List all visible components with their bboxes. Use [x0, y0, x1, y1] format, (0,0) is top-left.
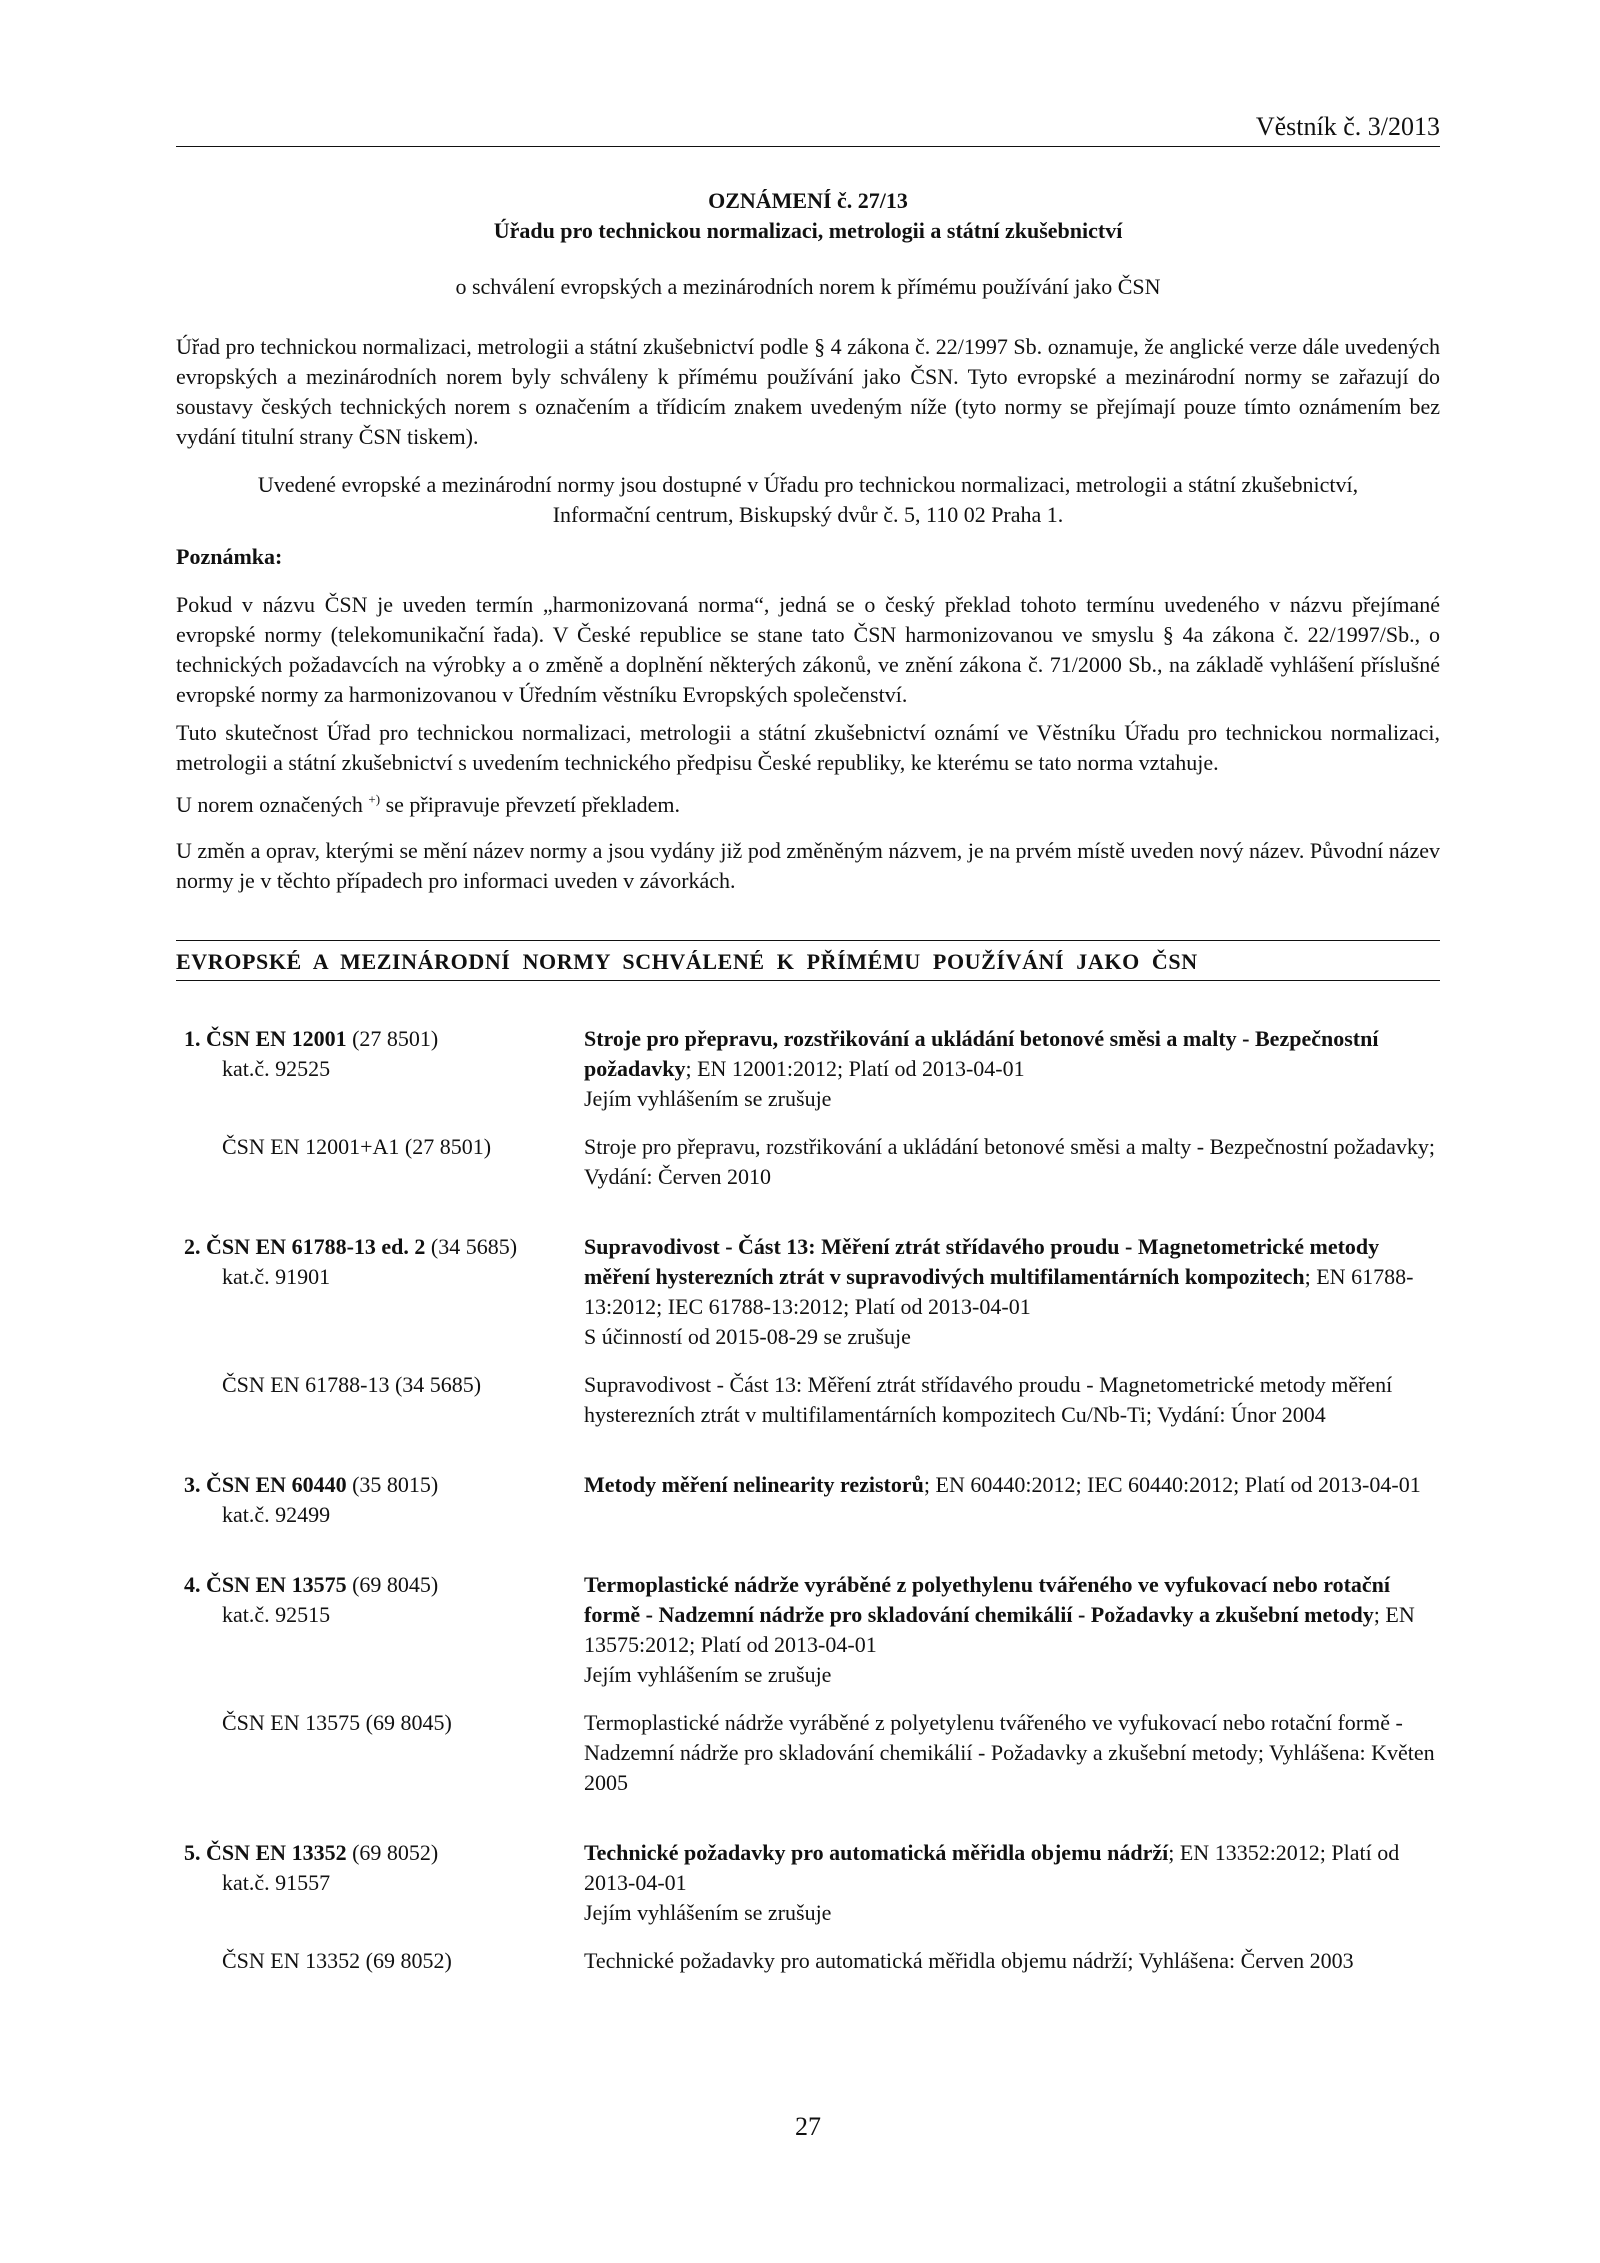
standard-title: Stroje pro přepravu, rozstřikování a ukládání betonové směsi a malty - Bezpečnostní požadavky	[584, 1026, 1379, 1081]
standard-id	[176, 1570, 584, 1600]
standard-entry	[176, 1470, 1440, 1530]
standard-class: (69 8045)	[352, 1572, 439, 1597]
standard-ref: ; EN 12001:2012; Platí od 2013-04-01	[685, 1056, 1025, 1081]
standard-description	[584, 1838, 1440, 1898]
standard-class: (35 8015)	[352, 1472, 439, 1497]
standard-entry	[176, 1570, 1440, 1798]
standard-description	[584, 1470, 1440, 1500]
catalog-number: kat.č. 92515	[222, 1602, 331, 1627]
standard-entry	[176, 1838, 1440, 1976]
replaced-text: Termoplastické nádrže vyráběné z polyetylenu tvářeného ve vyfukovací nebo rotační formě - Nadzemní nádrže pro skladování chemikálií - Požadavky a zkušební metody; Vyhlášena: Květen 2005	[584, 1710, 1435, 1795]
availability-line-1: Uvedené evropské a mezinárodní normy jsou dostupné v Úřadu pro technickou normalizaci, metrologii a státní zkušebnictví,	[257, 472, 1359, 497]
catalog-number: kat.č. 92499	[222, 1502, 331, 1527]
intro-paragraph: Úřad pro technickou normalizaci, metrologii a státní zkušebnictví podle § 4 zákona č. 22/1997 Sb. oznamuje, že anglické verze dále uvedených evropských a mezinárodních norem byly schváleny k přímému používání jako ČSN. Tyto evropské a mezinárodní normy se zařazují do soustavy českých technických norem s označením a třídicím znakem uvedeným níže (tyto normy se přejímají pouze tímto oznámením bez vydání titulní strany ČSN tiskem).	[176, 334, 1440, 449]
standard-id	[176, 1838, 584, 1868]
availability-paragraph	[176, 470, 1440, 530]
catalog-number: kat.č. 92525	[222, 1056, 331, 1081]
standard-ref: ; EN 13575:2012; Platí od 2013-04-01	[584, 1602, 1415, 1657]
standard-code: ČSN EN 61788-13 ed. 2	[206, 1234, 426, 1259]
standard-status: Jejím vyhlášením se zrušuje	[584, 1662, 832, 1687]
section-rule-top	[176, 940, 1440, 941]
standard-id	[176, 1470, 584, 1500]
catalog-number: kat.č. 91901	[222, 1264, 331, 1289]
replaced-code: ČSN EN 61788-13 (34 5685)	[222, 1372, 482, 1397]
standard-number: 1.	[184, 1026, 201, 1051]
standard-code: ČSN EN 13352	[206, 1840, 347, 1865]
standard-status: S účinností od 2015-08-29 se zrušuje	[584, 1324, 911, 1349]
page-number: 27	[795, 2112, 821, 2141]
replaced-text: Technické požadavky pro automatická měřidla objemu nádrží; Vyhlášena: Červen 2003	[584, 1948, 1354, 1973]
note-paragraph-2: Tuto skutečnost Úřad pro technickou normalizaci, metrologii a státní zkušebnictví oznámí ve Věstníku Úřadu pro technickou normalizaci, metrologii a státní zkušebnictví s uvedením technického předpisu České republiky, ke kterému se tato norma vztahuje.	[176, 720, 1440, 775]
standard-entry	[176, 1232, 1440, 1430]
standard-description	[584, 1570, 1440, 1660]
standard-number: 2.	[184, 1234, 201, 1259]
standard-ref: ; EN 60440:2012; IEC 60440:2012; Platí od 2013-04-01	[923, 1472, 1421, 1497]
standard-number: 5.	[184, 1840, 201, 1865]
section-title: EVROPSKÉ A MEZINÁRODNÍ NORMY SCHVÁLENÉ K PŘÍMÉMU POUŽÍVÁNÍ JAKO ČSN	[176, 949, 1198, 974]
note-paragraph-4: U změn a oprav, kterými se mění název normy a jsou vydány již pod změněným názvem, je na prvém místě uveden nový název. Původní název normy je v těchto případech pro informaci uveden v závorkách.	[176, 838, 1440, 893]
replaced-standard	[176, 1946, 1440, 1976]
standard-entry	[176, 1024, 1440, 1192]
standard-description	[584, 1024, 1440, 1084]
standard-class: (27 8501)	[352, 1026, 439, 1051]
standard-status: Jejím vyhlášením se zrušuje	[584, 1900, 832, 1925]
standard-code: ČSN EN 13575	[206, 1572, 347, 1597]
replaced-code: ČSN EN 13575 (69 8045)	[222, 1710, 452, 1735]
standard-title: Termoplastické nádrže vyráběné z polyethylenu tvářeného ve vyfukovací nebo rotační formě - Nadzemní nádrže pro skladování chemikálií - Požadavky a zkušební metody	[584, 1572, 1391, 1627]
section-rule-bottom	[176, 980, 1440, 981]
announcement-subtitle: o schválení evropských a mezinárodních norem k přímému používání jako ČSN	[455, 274, 1161, 299]
standard-number: 4.	[184, 1572, 201, 1597]
replaced-standard	[176, 1708, 1440, 1798]
availability-line-2: Informační centrum, Biskupský dvůr č. 5, 110 02 Praha 1.	[552, 502, 1064, 527]
standards-list	[176, 1024, 1440, 1976]
replaced-text: Stroje pro přepravu, rozstřikování a ukládání betonové směsi a malty - Bezpečnostní požadavky; Vydání: Červen 2010	[584, 1134, 1436, 1189]
standard-class: (69 8052)	[352, 1840, 439, 1865]
title-line-2: Úřadu pro technickou normalizaci, metrologii a státní zkušebnictví	[493, 218, 1123, 243]
replaced-code: ČSN EN 12001+A1 (27 8501)	[222, 1134, 492, 1159]
standard-title: Supravodivost - Část 13: Měření ztrát střídavého proudu - Magnetometrické metody měření hysterezních ztrát v supravodivých multifilamentárních kompozitech	[584, 1234, 1380, 1289]
catalog-number: kat.č. 91557	[222, 1870, 331, 1895]
note-label: Poznámka:	[176, 544, 283, 569]
standard-number: 3.	[184, 1472, 201, 1497]
note-p3-sup: +)	[368, 791, 381, 807]
standard-description	[584, 1232, 1440, 1322]
header-rule	[176, 146, 1440, 147]
standard-id	[176, 1232, 584, 1262]
replaced-code: ČSN EN 13352 (69 8052)	[222, 1948, 452, 1973]
standard-code: ČSN EN 60440	[206, 1472, 347, 1497]
replaced-text: Supravodivost - Část 13: Měření ztrát střídavého proudu - Magnetometrické metody měření hysterezních ztrát v multifilamentárních kompozitech Cu/Nb-Ti; Vydání: Únor 2004	[584, 1372, 1393, 1427]
note-p3-after: se připravuje převzetí překladem.	[380, 792, 681, 817]
note-paragraph-1: Pokud v názvu ČSN je uveden termín „harmonizovaná norma“, jedná se o český překlad tohoto termínu uvedeného v názvu přejímané evropské normy (telekomunikační řada). V České republice se stane tato ČSN harmonizovanou ve smyslu § 4a zákona č. 22/1997/Sb., o technických požadavcích na výrobky a o změně a doplnění některých zákonů, ve znění zákona č. 71/2000 Sb., na základě vyhlášení příslušné evropské normy za harmonizovanou v Úředním věstníku Evropských společenství.	[176, 592, 1440, 707]
title-line-1: OZNÁMENÍ č. 27/13	[708, 188, 908, 213]
note-p3-before: U norem označených	[176, 792, 369, 817]
note-paragraph-3	[176, 790, 1440, 820]
standard-class: (34 5685)	[430, 1234, 518, 1259]
standard-title: Metody měření nelinearity rezistorů	[584, 1472, 924, 1497]
replaced-standard	[176, 1370, 1440, 1430]
standard-title: Technické požadavky pro automatická měřidla objemu nádrží	[584, 1840, 1169, 1865]
replaced-standard	[176, 1132, 1440, 1192]
standard-code: ČSN EN 12001	[206, 1026, 347, 1051]
standard-status: Jejím vyhlášením se zrušuje	[584, 1086, 832, 1111]
announcement-title	[176, 186, 1440, 246]
standard-id	[176, 1024, 584, 1054]
standard-ref: ; EN 13352:2012; Platí od 2013-04-01	[584, 1840, 1400, 1895]
standard-ref: ; EN 61788-13:2012; IEC 61788-13:2012; Platí od 2013-04-01	[584, 1264, 1414, 1319]
running-head: Věstník č. 3/2013	[1255, 112, 1440, 141]
